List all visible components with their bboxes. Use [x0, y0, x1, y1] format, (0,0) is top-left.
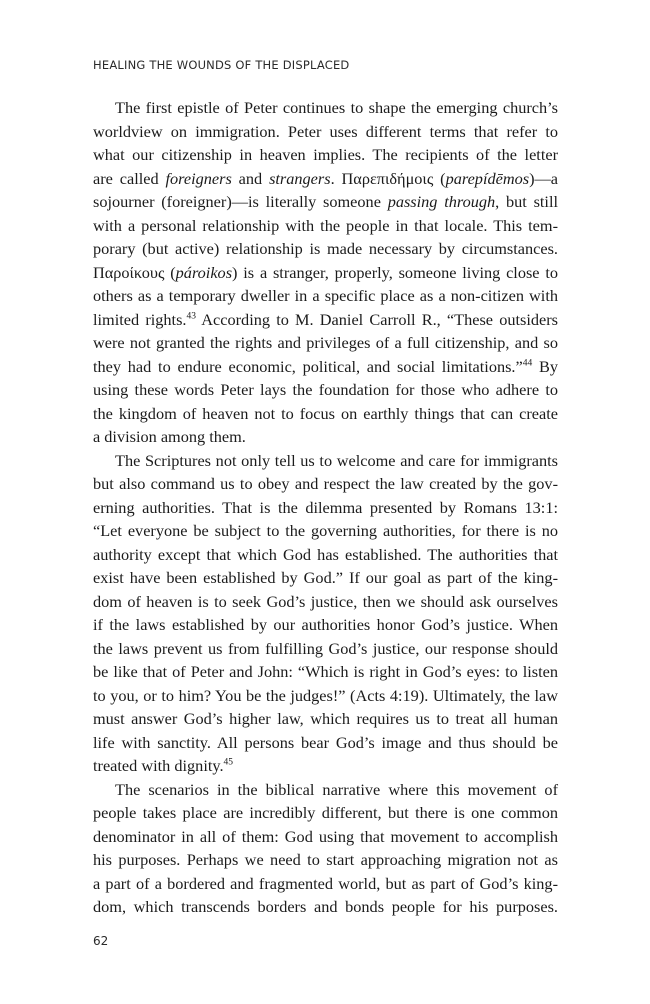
- text-run: ) is a stranger, properly, someone living close to: [232, 262, 558, 282]
- text-line: [93, 707, 558, 731]
- text-run: authority except that which God has established. The authorities that: [93, 544, 558, 564]
- text-run: people takes place are incredibly different, but there is one common: [93, 803, 558, 822]
- text-run: if the laws established by our authorities honor God’s justice. When: [93, 615, 558, 634]
- text-run: were not granted the rights and privileges of a full citizenship, and so: [93, 333, 558, 352]
- text-line: [93, 660, 558, 684]
- text-line: [93, 308, 558, 332]
- text-line: [93, 449, 558, 473]
- text-run: The scenarios in the biblical narrative where this movement of: [115, 779, 558, 799]
- text-line: [93, 778, 558, 802]
- text-line: [93, 143, 558, 167]
- text-line: [93, 566, 558, 590]
- text-run: dom, which transcends borders and bonds people for his purposes.: [93, 897, 558, 916]
- text-run: The Scriptures not only tell us to welcome and care for immigrants: [115, 450, 558, 470]
- text-line: [93, 284, 558, 308]
- footnote-marker: 43: [186, 311, 196, 322]
- page-number: 62: [93, 934, 109, 948]
- text-line: [93, 237, 558, 261]
- text-line: [93, 848, 558, 872]
- text-line: [93, 496, 558, 520]
- text-run: limited rights.: [93, 309, 187, 329]
- italic-text: passing through: [387, 192, 496, 211]
- text-line: [93, 519, 558, 543]
- text-line: [93, 190, 558, 214]
- text-run: “Let everyone be subject to the governing authorities, for there is no: [93, 521, 558, 540]
- running-head: HEALING THE WOUNDS OF THE DISPLACED: [93, 58, 350, 72]
- text-line: [93, 872, 558, 896]
- text-run: using these words Peter lays the foundation for those who adhere to: [93, 380, 558, 399]
- text-run: and: [231, 168, 270, 188]
- text-run: are called: [93, 168, 166, 188]
- text-run: )—a: [529, 168, 559, 188]
- text-run: be like that of Peter and John: “Which is right in God’s eyes: to listen: [93, 662, 558, 681]
- text-line: [93, 472, 558, 496]
- text-run: the laws prevent us from fulfilling God’s justice, our response should: [93, 638, 558, 658]
- text-run: dom of heaven is to seek God’s justice, then we should ask ourselves: [93, 591, 558, 611]
- italic-text: strangers: [269, 168, 331, 188]
- text-run: to you, or to him? You be the judges!” (Acts 4:19). Ultimately, the law: [93, 685, 558, 705]
- text-line: [93, 731, 558, 755]
- text-line: [93, 402, 558, 426]
- text-run: must answer God’s higher law, which requires us to treat all human: [93, 709, 558, 728]
- text-line: [93, 825, 558, 849]
- text-line: [93, 214, 558, 238]
- italic-text: foreigners: [165, 168, 232, 188]
- text-line: [93, 613, 558, 637]
- text-line: [93, 261, 558, 285]
- italic-text: pároikos: [175, 262, 233, 282]
- text-run: . Παρεπιδήμοις (: [330, 168, 446, 188]
- text-run: his purposes. Perhaps we need to start approaching migration not as: [93, 850, 558, 869]
- text-run: worldview on immigration. Peter uses different terms that refer to: [93, 121, 558, 141]
- text-line: [93, 167, 558, 191]
- text-line: [93, 355, 558, 379]
- text-run: they had to endure economic, political, and social limitations.”: [93, 356, 523, 376]
- text-run: with a personal relationship with the people in that locale. This tem-: [93, 215, 558, 235]
- text-run: sojourner (foreigner)—is literally someone: [93, 192, 388, 211]
- text-line: [93, 425, 558, 449]
- text-run: what our citizenship in heaven implies. The recipients of the letter: [93, 145, 558, 164]
- text-line: [93, 684, 558, 708]
- text-run: but also command us to obey and respect the law created by the gov-: [93, 474, 558, 493]
- text-run: By: [532, 356, 558, 376]
- text-line: [93, 637, 558, 661]
- text-line: [93, 895, 558, 919]
- text-run: exist have been established by God.” If our goal as part of the king-: [93, 568, 558, 587]
- text-run: life with sanctity. All persons bear God’s image and thus should be: [93, 732, 558, 752]
- text-run: a division among them.: [93, 427, 246, 446]
- body-text: [93, 96, 558, 919]
- text-run: others as a temporary dweller in a specific place as a non-citizen with: [93, 286, 558, 305]
- text-run: a part of a bordered and fragmented world, but as part of God’s king-: [93, 873, 558, 893]
- text-run: porary (but active) relationship is made necessary by circumstances.: [93, 239, 558, 258]
- text-line: [93, 120, 558, 144]
- text-run: The first epistle of Peter continues to shape the emerging church’s: [115, 98, 558, 117]
- text-line: [93, 331, 558, 355]
- text-run: Παροίκους (: [93, 262, 176, 282]
- text-run: erning authorities. That is the dilemma presented by Romans 13:1:: [93, 497, 558, 517]
- text-line: [93, 543, 558, 567]
- italic-text: parepídēmos: [445, 168, 530, 188]
- text-run: According to M. Daniel Carroll R., “These outsiders: [195, 309, 558, 329]
- text-line: [93, 96, 558, 120]
- text-line: [93, 590, 558, 614]
- text-run: denominator in all of them: God using that movement to accomplish: [93, 826, 558, 846]
- footnote-marker: 44: [522, 358, 533, 369]
- text-run: the kingdom of heaven not to focus on earthly things that can create: [93, 403, 558, 423]
- text-run: treated with dignity.: [93, 756, 224, 775]
- text-line: [93, 801, 558, 825]
- text-line: [93, 378, 558, 402]
- text-run: , but still: [495, 192, 558, 211]
- footnote-marker: 45: [223, 757, 234, 768]
- text-line: [93, 754, 558, 778]
